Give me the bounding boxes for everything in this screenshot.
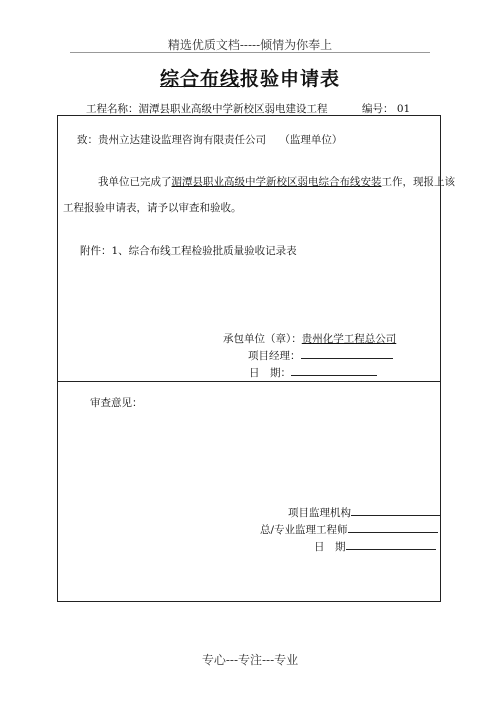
- attachment-row: 附件：1、综合布线工程检验批质量验收记录表: [80, 245, 297, 257]
- supervision-org-line[interactable]: [351, 505, 441, 516]
- project-manager-row: [248, 348, 393, 363]
- supervising-engineer-row: [260, 522, 438, 537]
- page-header: 精选优质文档-----倾情为你奉上: [167, 38, 333, 52]
- contractor-date-line[interactable]: [291, 365, 377, 376]
- review-date-row: [314, 539, 436, 554]
- project-manager-signature-line[interactable]: [301, 348, 393, 359]
- contractor-unit-row: [223, 331, 396, 346]
- form-title: [0, 64, 500, 91]
- body-suffix: 工作，现报上该: [381, 176, 455, 188]
- contractor-unit-label: 承包单位（章）：: [223, 333, 302, 345]
- addressee-prefix: 致：: [77, 134, 98, 146]
- contractor-unit-value: 贵州化学工程总公司: [301, 333, 397, 345]
- project-name-row: [86, 101, 328, 116]
- form-number: [362, 101, 410, 116]
- title-rest: 报验申请表: [240, 68, 341, 90]
- project-manager-label: 项目经理：: [248, 350, 301, 362]
- review-date-label: 日 期: [314, 541, 346, 553]
- body-line-1: [98, 174, 455, 189]
- review-date-line[interactable]: [346, 539, 436, 550]
- section-divider: [57, 381, 441, 382]
- review-label: 审查意见：: [90, 397, 143, 409]
- supervision-org-row: [288, 505, 441, 520]
- number-label: 编号：: [362, 103, 394, 115]
- project-label: 工程名称：: [86, 103, 139, 115]
- number-value: 01: [396, 103, 411, 115]
- header-divider: [70, 52, 430, 53]
- supervision-org-label: 项目监理机构: [288, 507, 351, 519]
- title-underlined: 综合布线: [159, 68, 240, 90]
- supervising-engineer-label: 总/专业监理工程师: [260, 524, 348, 536]
- project-name: 湄潭县职业高级中学新校区弱电建设工程: [138, 103, 328, 115]
- addressee-role: （监理单位）: [279, 134, 343, 146]
- body-prefix: 我单位已完成了: [98, 176, 172, 188]
- addressee-company: 贵州立达建设监理咨询有限责任公司: [98, 134, 266, 146]
- supervising-engineer-line[interactable]: [348, 522, 438, 533]
- addressee-row: [77, 132, 342, 147]
- page-footer: 专心---专注---专业: [201, 653, 299, 667]
- contractor-date-label: 日 期：: [249, 367, 291, 379]
- body-line-2: 工程报验申请表，请予以审查和验收。: [63, 202, 242, 214]
- body-work-name: 湄潭县职业高级中学新校区弱电综合布线安装: [171, 176, 382, 188]
- contractor-date-row: [249, 365, 377, 380]
